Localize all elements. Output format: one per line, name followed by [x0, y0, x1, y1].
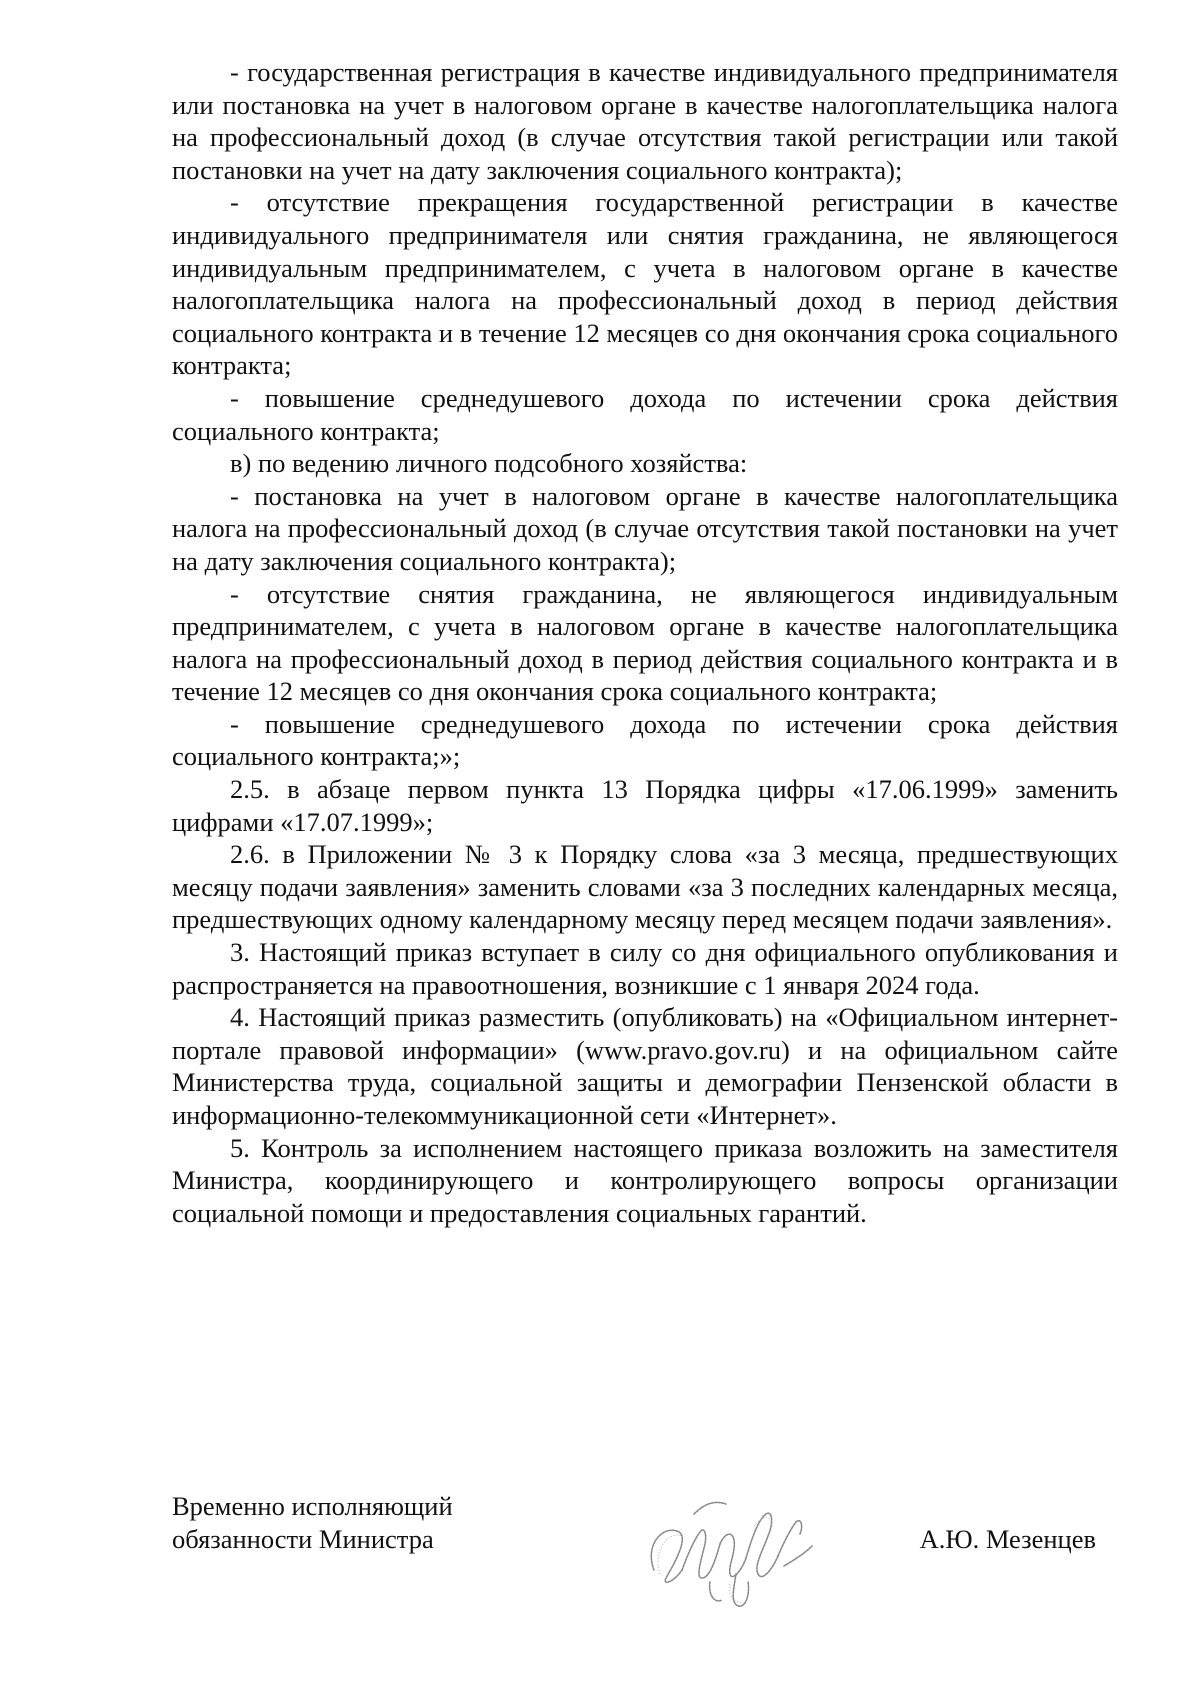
paragraph-no-termination-registration: - отсутствие прекращения государственной регистрации в качестве индивидуального предпринимателя или снятия гражданина, не являющегося индивидуальным предпринимателем, с учета в налоговом органе в качестве налогоплательщика налога на профессиональный доход в период действия социального контракта и в течение 12 месяцев со дня окончания срока социального контракта; — [172, 187, 1118, 381]
paragraph-item-3: 3. Настоящий приказ вступает в силу со дня официального опубликования и распространяется на правоотношения, возникшие с 1 января 2024 года. — [172, 937, 1118, 1000]
paragraph-item-5: 5. Контроль за исполнением настоящего приказа возложить на заместителя Министра, координирующего и контролирующего вопросы организации социальной помощи и предоставления социальных гарантий. — [172, 1132, 1118, 1228]
signature-block — [172, 1490, 1118, 1640]
paragraph-tax-registration: - постановка на учет в налоговом органе в качестве налогоплательщика налога на профессиональный доход (в случае отсутствия такой постановки на учет на дату заключения социального контракта); — [172, 480, 1118, 576]
paragraph-registration-ip: - государственная регистрация в качестве индивидуального предпринимателя или постановка на учет в налоговом органе в качестве налогоплательщика налога на профессиональный доход (в случае отсутствия такой регистрации или такой постановки на учет на дату заключения социального контракта); — [172, 57, 1118, 185]
signer-position-line-2: обязанности Министра — [172, 1524, 434, 1554]
document-body — [172, 56, 1118, 1229]
handwritten-signature — [634, 1474, 824, 1614]
paragraph-item-2-5: 2.5. в абзаце первом пункта 13 Порядка цифры «17.06.1999» заменить цифрами «17.07.1999»; — [172, 774, 1118, 837]
paragraph-income-increase-1: - повышение среднедушевого дохода по истечении срока действия социального контракта; — [172, 382, 1118, 446]
signer-name: А.Ю. Мезенцев — [919, 1524, 1096, 1554]
paragraph-item-4: 4. Настоящий приказ разместить (опубликовать) на «Официальном интернет-портале правовой информации» (www.pravo.gov.ru) и на официальном сайте Министерства труда, социальной защиты и демографии Пензенской области в информационно-телекоммуникационной сети «Интернет». — [172, 1002, 1118, 1130]
paragraph-no-deregistration: - отсутствие снятия гражданина, не являющегося индивидуальным предпринимателем, с учета в налоговом органе в качестве налогоплательщика налога на профессиональный доход в период действия социального контракта и в течение 12 месяцев со дня окончания срока социального контракта; — [172, 578, 1118, 707]
signer-position-line-1: Временно исполняющий — [172, 1491, 453, 1521]
paragraph-subsidiary-farming: в) по ведению личного подсобного хозяйства: — [230, 448, 748, 479]
signer-position — [172, 1490, 552, 1556]
paragraph-item-2-6: 2.6. в Приложении № 3 к Порядку слова «за 3 месяца, предшествующих месяцу подачи заявления» заменить словами «за 3 последних календарных месяца, предшествующих одному календарному месяцу перед месяцем подачи заявления». — [172, 839, 1118, 935]
paragraph-income-increase-2: - повышение среднедушевого дохода по истечении срока действия социального контракта;»; — [172, 708, 1118, 772]
